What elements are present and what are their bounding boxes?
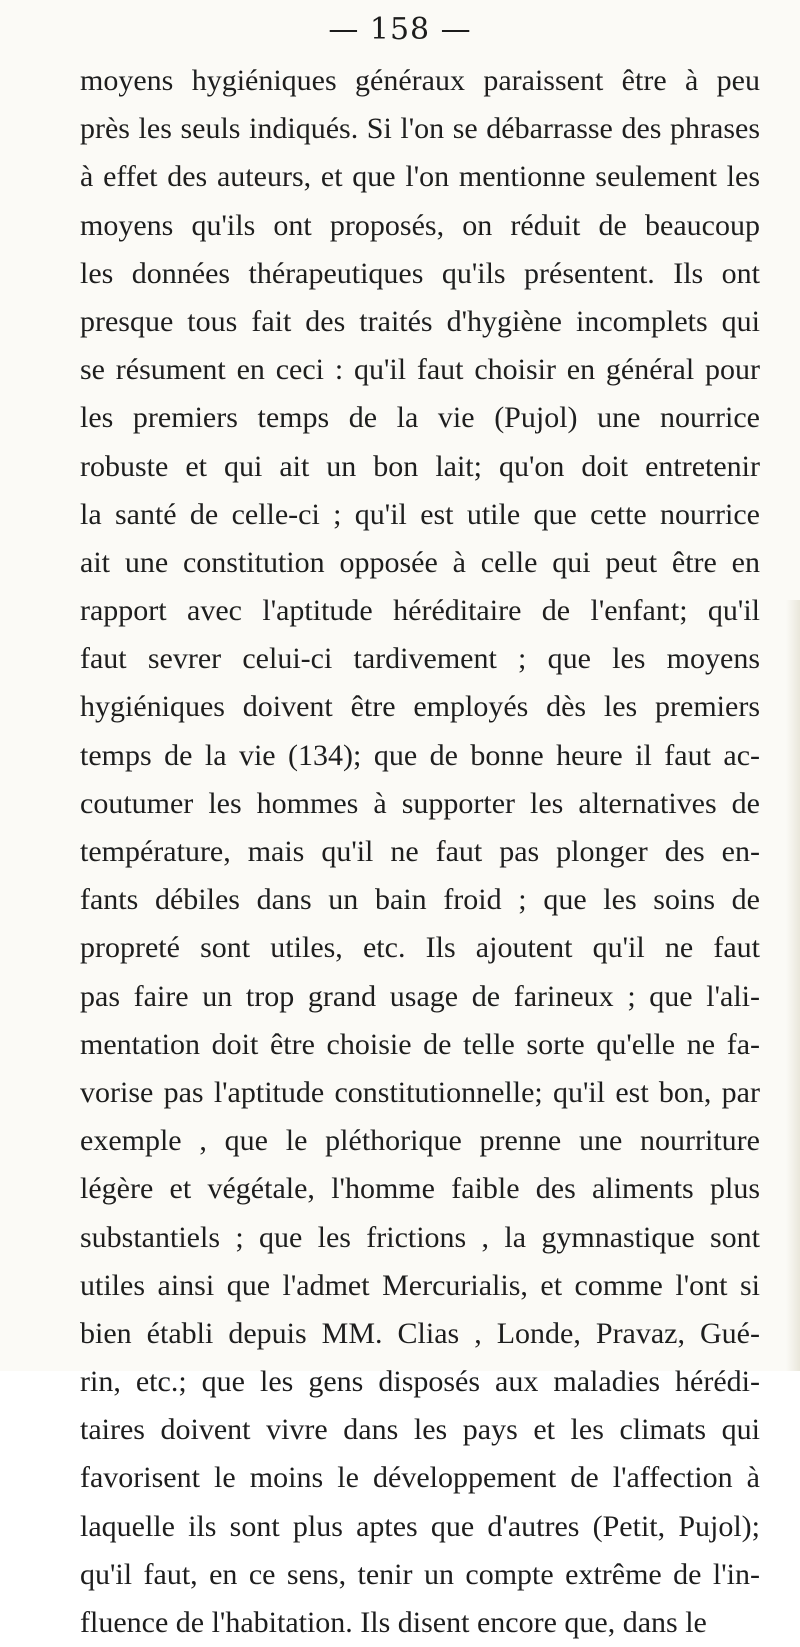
text-line: pas faire un trop grand usage de farineux ; que l'ali- — [80, 979, 760, 1013]
text-line: temps de la vie (134); que de bonne heure il faut ac- — [80, 738, 760, 772]
page-edge-shadow — [786, 600, 800, 1371]
text-line: taires doivent vivre dans les pays et les climats qui — [80, 1413, 760, 1447]
text-line: vorise pas l'aptitude constitutionnelle; qu'il est bon, par — [80, 1075, 760, 1109]
text-line: moyens qu'ils ont proposés, on réduit de beaucoup — [80, 208, 760, 242]
text-line: exemple , que le pléthorique prenne une nourriture — [80, 1124, 760, 1158]
text-line: les données thérapeutiques qu'ils présentent. Ils ont — [80, 256, 760, 290]
text-line: température, mais qu'il ne faut pas plonger des en- — [80, 835, 760, 868]
text-line: presque tous fait des traités d'hygiène incomplets qui — [80, 304, 760, 338]
text-line: légère et végétale, l'homme faible des aliments plus — [80, 1172, 760, 1206]
text-line: laquelle ils sont plus aptes que d'autres (Petit, Pujol); — [80, 1509, 760, 1543]
text-line: près les seuls indiqués. Si l'on se débarrasse des phrases — [80, 112, 760, 146]
text-line: rin, etc.; que les gens disposés aux maladies hérédi- — [80, 1365, 760, 1399]
text-line: fluence de l'habitation. Ils disent encore que, dans le — [80, 1606, 707, 1639]
text-line: coutumer les hommes à supporter les alternatives de — [80, 786, 760, 820]
text-line: mentation doit être choisie de telle sorte qu'elle ne fa- — [80, 1027, 760, 1061]
text-line: faut sevrer celui-ci tardivement ; que les moyens — [80, 642, 760, 676]
text-line: les premiers temps de la vie (Pujol) une nourrice — [80, 401, 760, 435]
text-line: la santé de celle-ci ; qu'il est utile que cette nourrice — [80, 497, 760, 531]
text-line: utiles ainsi que l'admet Mercurialis, et comme l'ont si — [80, 1268, 760, 1302]
text-line: à effet des auteurs, et que l'on mentionne seulement les — [80, 160, 760, 194]
text-line: favorisent le moins le développement de l'affection à — [80, 1461, 760, 1495]
text-line: fants débiles dans un bain froid ; que les soins de — [80, 883, 760, 917]
text-line: bien établi depuis MM. Clias , Londe, Pravaz, Gué- — [80, 1316, 760, 1350]
text-line: se résument en ceci : qu'il faut choisir en général pour — [80, 353, 760, 387]
text-line: ait une constitution opposée à celle qui peut être en — [80, 545, 760, 579]
text-line: hygiéniques doivent être employés dès les premiers — [80, 690, 760, 724]
text-line: moyens hygiéniques généraux paraissent être à peu — [80, 64, 760, 97]
text-line: qu'il faut, en ce sens, tenir un compte extrême de l'in- — [80, 1557, 760, 1591]
text-line: rapport avec l'aptitude héréditaire de l'enfant; qu'il — [80, 594, 760, 628]
page-number: — 158 — — [328, 12, 472, 47]
text-line: substantiels ; que les frictions , la gymnastique sont — [80, 1220, 760, 1254]
text-line: propreté sont utiles, etc. Ils ajoutent qu'il ne faut — [80, 931, 760, 965]
text-line: robuste et qui ait un bon lait; qu'on doit entretenir — [80, 449, 760, 483]
body-text — [80, 57, 760, 1647]
